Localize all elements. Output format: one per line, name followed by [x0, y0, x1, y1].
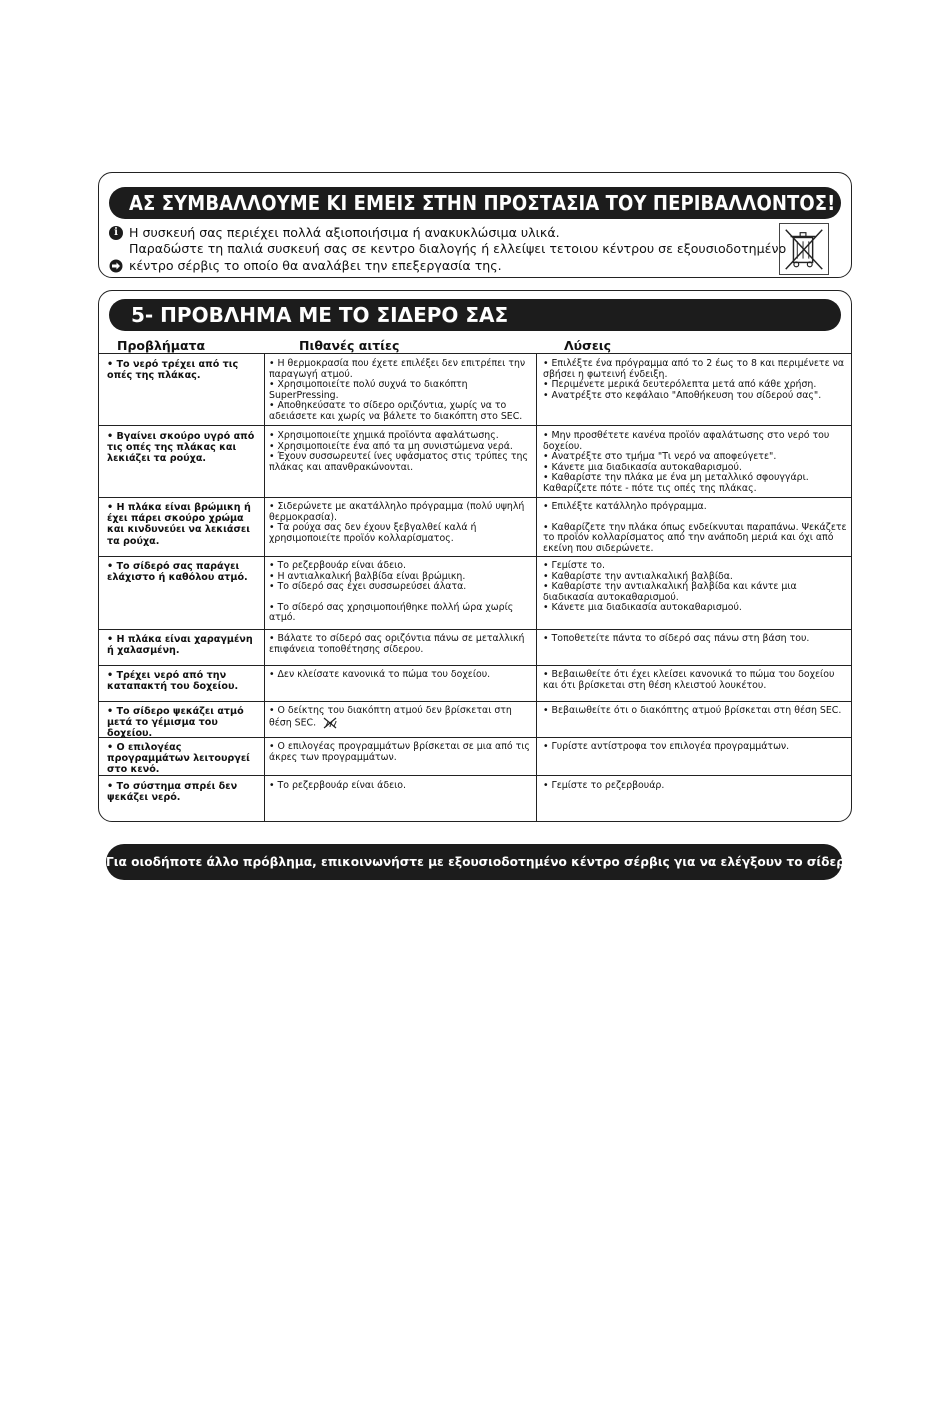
causes-cell	[269, 431, 531, 473]
causes-cell	[269, 561, 531, 624]
row-divider	[99, 629, 851, 630]
solution-item: • Βεβαιωθείτε ότι έχει κλείσει κανονικά το πώμα του δοχείου και ότι βρίσκεται στη θέση κλειστού λουκέτου.	[543, 669, 835, 691]
row-divider	[99, 701, 851, 702]
header-problems: Προβλήματα	[117, 338, 206, 353]
problem-cell: • Ο επιλογέας προγραμμάτων λειτουργεί στο κενό.	[107, 742, 250, 776]
row-divider	[99, 497, 851, 498]
cause-item: • Τα ρούχα σας δεν έχουν ξεβγαλθεί καλά ή χρησιμοποιείτε προϊόν κολλαρίσματος.	[269, 522, 477, 544]
environment-line-1: Η συσκευή σας περιέχει πολλά αξιοποιήσιμα ή ανακυκλώσιμα υλικά.	[129, 225, 560, 240]
column-divider	[536, 353, 537, 821]
solutions-cell	[543, 670, 848, 691]
environment-line-3: κέντρο σέρβις το οποίο θα αναλάβει την επεξεργασία της.	[129, 258, 502, 273]
cause-item: • Σιδερώνετε με ακατάλληλο πρόγραμμα (πολύ υψηλή θερμοκρασία).	[269, 501, 525, 523]
cause-item: • Η αντιαλκαλική βαλβίδα είναι βρώμικη.	[269, 570, 466, 582]
problem-cell: • Η πλάκα είναι χαραγμένη ή χαλασμένη.	[107, 634, 253, 657]
solution-item: • Γεμίστε το.	[543, 560, 605, 571]
problem-cell: • Τρέχει νερό από την καταπακτή του δοχείου.	[107, 670, 239, 693]
solutions-cell	[543, 706, 848, 717]
service-footer: Για οιοδήποτε άλλο πρόβλημα, επικοινωνήστε με εξουσιοδοτημένο κέντρο σέρβις για να ελέγξουν το σίδερό σας.	[106, 844, 842, 880]
cause-item: • Ο δείκτης του διακόπτη ατμού δεν βρίσκεται στη θέση SEC.	[269, 705, 512, 729]
cause-item: • Δεν κλείσατε κανονικά το πώμα του δοχείου.	[269, 669, 491, 680]
problem-cell: • Βγαίνει σκούρο υγρό από τις οπές της πλάκας και λεκιάζει τα ρούχα.	[107, 431, 255, 465]
problem-cell: • Το σίδερό σας παράγει ελάχιστο ή καθόλου ατμό.	[107, 561, 248, 584]
environment-notice	[98, 172, 852, 278]
solution-item: • Ανατρέξτε στο τμήμα "Τι νερό να αποφεύγετε".	[543, 451, 777, 463]
arrow-right-icon	[109, 259, 123, 273]
troubleshooting-table	[98, 290, 852, 822]
row-divider	[99, 556, 851, 557]
solution-item: • Ανατρέξτε στο κεφάλαιο "Αποθήκευση του σίδερού σας".	[543, 389, 822, 401]
row-divider	[99, 353, 851, 354]
solutions-cell	[543, 742, 848, 753]
cause-item: • Έχουν συσσωρευτεί ίνες υφάσματος στις τρύπες της πλάκας και απανθρακώνονται.	[269, 451, 528, 473]
environment-title: ΑΣ ΣΥΜΒΑΛΛΟΥΜΕ ΚΙ ΕΜΕΙΣ ΣΤΗΝ ΠΡΟΣΤΑΣΙΑ ΤΟΥ ΠΕΡΙΒΑΛΛΟΝΤΟΣ!	[109, 187, 841, 219]
solution-item: • Γυρίστε αντίστροφα τον επιλογέα προγραμμάτων.	[543, 741, 790, 752]
solution-item: • Επιλέξτε ένα πρόγραμμα από το 2 έως το 8 και περιμένετε να σβήσει η φωτεινή ένδειξη.	[543, 358, 845, 380]
cause-item: • Αποθηκεύσατε το σίδερο οριζόντια, χωρίς να το αδειάσετε και χωρίς να βάλετε το διακόπτη στο SEC.	[269, 400, 523, 422]
column-divider	[264, 353, 265, 821]
causes-cell	[269, 781, 531, 792]
solution-item: • Επιλέξτε κατάλληλο πρόγραμμα.	[543, 501, 707, 512]
causes-cell	[269, 706, 531, 729]
solution-item: • Μην προσθέτετε κανένα προϊόν αφαλάτωσης στο νερό του δοχείου.	[543, 430, 830, 452]
solutions-cell	[543, 634, 848, 645]
no-steam-icon	[323, 717, 337, 729]
solution-item: • Βεβαιωθείτε ότι ο διακόπτης ατμού βρίσκεται στη θέση SEC.	[543, 705, 842, 716]
solution-item: • Τοποθετείτε πάντα το σίδερό σας πάνω στη βάση του.	[543, 633, 810, 644]
problem-cell: • Το σίδερο ψεκάζει ατμό μετά το γέμισμα του δοχείου.	[107, 706, 244, 740]
solutions-cell	[543, 431, 848, 495]
cause-item: • Το σίδερό σας χρησιμοποιήθηκε πολλή ώρα χωρίς ατμό.	[269, 601, 514, 624]
cause-item: • Το ρεζερβουάρ είναι άδειο.	[269, 560, 407, 571]
row-divider	[99, 665, 851, 666]
causes-cell	[269, 670, 531, 681]
cause-item: • Ο επιλογέας προγραμμάτων βρίσκεται σε μια από τις άκρες των προγραμμάτων.	[269, 741, 530, 763]
solutions-cell	[543, 502, 848, 554]
troubleshooting-title: 5- ΠΡΟΒΛΗΜΑ ΜΕ ΤΟ ΣΙΔΕΡΟ ΣΑΣ	[109, 299, 841, 331]
environment-line-2: Παραδώστε τη παλιά συσκευή σας σε κεντρο διαλογής ή ελλείψει τετοιου κέντρου σε εξουσιοδοτημένο	[129, 241, 787, 256]
causes-cell	[269, 742, 531, 763]
row-divider	[99, 425, 851, 426]
cause-item: • Το ρεζερβουάρ είναι άδειο.	[269, 780, 407, 791]
solution-item: • Κάνετε μια διαδικασία αυτοκαθαρισμού.	[543, 602, 742, 614]
solutions-cell	[543, 781, 848, 792]
cause-item: • Βάλατε το σίδερό σας οριζόντια πάνω σε μεταλλική επιφάνεια τοποθέτησης σίδερου.	[269, 633, 525, 655]
solutions-cell	[543, 359, 848, 401]
causes-cell	[269, 502, 531, 544]
header-causes: Πιθανές αιτίες	[299, 338, 400, 353]
solution-item: • Καθαρίζετε την πλάκα όπως ενδείκνυται παραπάνω. Ψεκάζετε το προϊόν κολλαρίσματος από την ανάποδη μεριά και όχι από εκείνη που σιδερώνετε.	[543, 521, 847, 554]
solution-item: • Καθαρίστε την αντιαλκαλική βαλβίδα και κάντε μια διαδικασία αυτοκαθαρισμού.	[543, 581, 797, 603]
problem-cell: • Το σύστημα σπρέι δεν ψεκάζει νερό.	[107, 781, 238, 804]
causes-cell	[269, 634, 531, 655]
solution-item: • Κάνετε μια διαδικασία αυτοκαθαρισμού.	[543, 461, 742, 473]
cause-item: • Η θερμοκρασία που έχετε επιλέξει δεν επιτρέπει την παραγωγή ατμού.	[269, 358, 526, 380]
cause-item: • Χρησιμοποιείτε πολύ συχνά το διακόπτη SuperPressing.	[269, 379, 468, 401]
cause-item: • Χρησιμοποιείτε ένα από τα μη συνιστώμενα νερά.	[269, 440, 513, 452]
problem-cell: • Η πλάκα είναι βρώμικη ή έχει πάρει σκούρο χρώμα και κινδυνεύει να λεκιάσει τα ρούχα.	[107, 502, 251, 547]
info-icon: i	[109, 226, 123, 240]
causes-cell	[269, 359, 531, 423]
solution-item: • Καθαρίστε την πλάκα με ένα μη μεταλλικό σφουγγάρι. Καθαρίζετε πότε - πότε τις οπές της πλάκας.	[543, 472, 809, 494]
solution-item: • Καθαρίστε την αντιαλκαλική βαλβίδα.	[543, 570, 733, 582]
solution-item: • Γεμίστε το ρεζερβουάρ.	[543, 780, 665, 791]
crossed-out-bin-icon	[779, 223, 829, 275]
header-solutions: Λύσεις	[564, 338, 612, 353]
solutions-cell	[543, 561, 848, 614]
cause-item: • Χρησιμοποιείτε χημικά προϊόντα αφαλάτωσης.	[269, 430, 499, 441]
problem-cell: • Το νερό τρέχει από τις οπές της πλάκας.	[107, 359, 239, 382]
solution-item: • Περιμένετε μερικά δευτερόλεπτα μετά από κάθε χρήση.	[543, 379, 817, 391]
cause-item: • Το σίδερό σας έχει συσσωρεύσει άλατα.	[269, 581, 467, 593]
